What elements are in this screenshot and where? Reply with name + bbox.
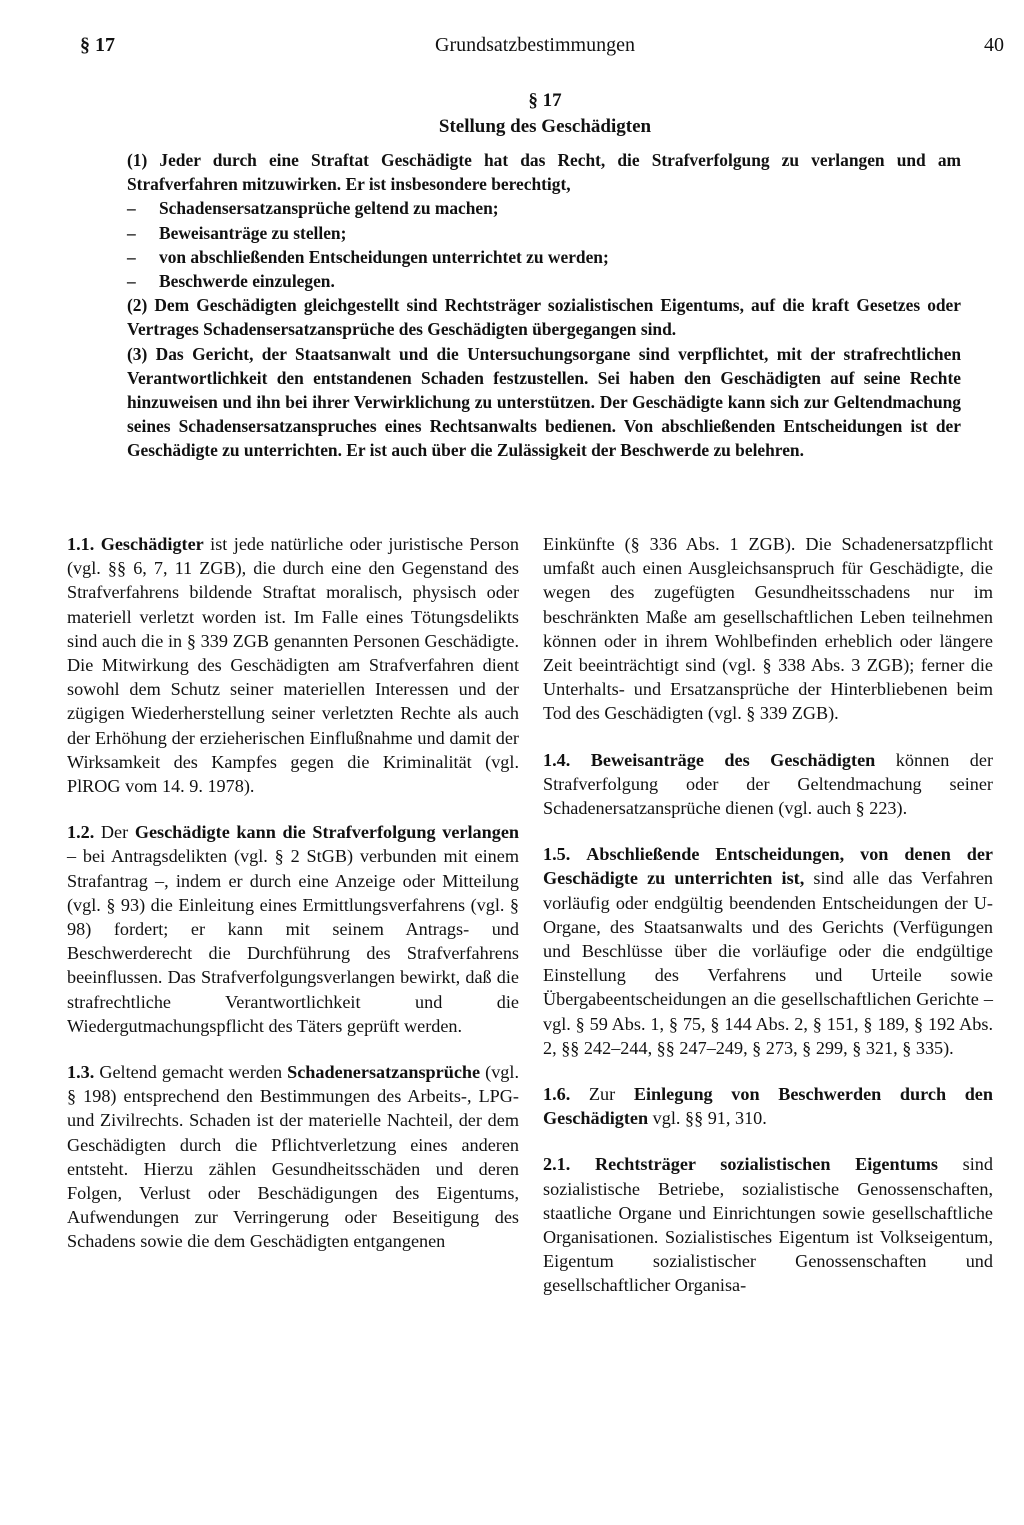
commentary-1-1: [67, 532, 519, 798]
commentary-term: Geschädigte kann die Strafverfolgung verlangen: [134, 822, 520, 843]
statute-paragraph-2: (2) Dem Geschädigten gleichgestellt sind Rechtsträger sozialistischen Eigentums, auf die kraft Gesetzes oder Vertrages Schadensersatzansprüche des Geschädigten übergegangen sind.: [127, 295, 961, 340]
page-number: 40: [984, 34, 1004, 56]
commentary-text: sind alle das Verfahren vorläufig oder endgültig beendenden Entscheidungen der U-Organe, des Staatsanwalts und des Gerichts (Verfügungen und Beschlüsse über die vorläufige oder die endgültige Einstellung des Verfahrens und Urteile sowie Übergabeentscheidungen an die gesellschaftlichen Gerichte – vgl. § 59 Abs. 1, § 75, § 144 Abs. 2, § 151, § 189, § 192 Abs. 2, §§ 242–244, §§ 247–249, § 273, § 299, § 321, § 335).: [543, 868, 993, 1058]
commentary-number: 1.2.: [67, 822, 95, 843]
commentary-text: ist jede natürliche oder juristische Person (vgl. §§ 6, 7, 11 ZGB), die durch eine den Gegenstand des Strafverfahrens bildende Straftat moralisch, physisch oder materiell verletzt worden ist. Im Falle eines Tötungsdelikts sind auch die in § 339 ZGB genannten Personen Geschädigte. Die Mitwirkung des Geschädigten am Strafverfahren dient sowohl dem Schutz seiner materiellen Interessen und der zügigen Wiederherstellung seiner verletzten Rechte als auch der Erhöhung der erzieherischen Einflußnahme und damit der Wirksamkeit des Kampfes gegen die Kriminalität (vgl. PlROG vom 14. 9. 1978).: [67, 534, 520, 797]
header-title: Grundsatzbestimmungen: [435, 34, 635, 56]
dash-marker: –: [127, 198, 136, 219]
section-heading: [0, 88, 1024, 140]
commentary-number: 1.3.: [67, 1062, 95, 1083]
statute-list-item: [127, 269, 961, 293]
commentary-text: sind sozialistische Betriebe, sozialistische Genossenschaften, staatliche Organe und Einrichtungen sowie gesellschaftliche Organisationen. Sozialistisches Eigentum ist Volkseigentum, Eigentum sozialistischer Genossenschaften und gesellschaftlicher Organisa-: [543, 1154, 993, 1296]
commentary-1-3: [67, 1060, 519, 1254]
commentary-right-column: [543, 532, 993, 1320]
statute-paragraph-3: (3) Das Gericht, der Staatsanwalt und die Untersuchungsorgane sind verpflichtet, mit der strafrechtlichen Verantwortlichkeit den entstandenen Schaden festzustellen. Sei haben den Geschädigten auf seine Rechte hinzuweisen und ihn bei ihrer Verwirklichung zu unterstützen. Der Geschädigte kann sich zur Geltendmachung seines Schadensersatzanspruches eines Rechtsanwalts bedienen. Von abschließenden Entscheidungen ist der Geschädigte zu unterrichten. Er ist auch über die Zulässigkeit der Beschwerde zu belehren.: [127, 343, 961, 461]
statute-list-item-text: Beweisanträge zu stellen;: [159, 222, 347, 243]
commentary-1-5: [543, 842, 993, 1060]
commentary-term: Abschließende Entscheidungen, von denen der Geschädigte zu unterrichten ist,: [543, 844, 993, 889]
commentary-term: Geschädigter: [100, 534, 204, 554]
commentary-text: (vgl. § 198) entsprechend den Bestimmungen des Arbeits-, LPG- und Zivilrechts. Schaden ist der materielle Nachteil, der dem Geschädigten durch die Pflichtverletzung eines anderen entsteht. Hierzu zählen Gesundheitsschäden und deren Folgen, Verlust oder Beschädigungen des Eigentums, Aufwendungen zur Verringerung oder Beseitigung des Schadens sowie die dem Geschädigten entgangenen: [67, 1062, 519, 1252]
commentary-number: 1.6.: [543, 1084, 571, 1105]
section-title: Stellung des Geschädigten: [438, 116, 652, 137]
section-number: § 17: [528, 90, 562, 111]
header-section-mark: § 17: [80, 34, 115, 56]
commentary-text: – bei Antragsdelikten (vgl. § 2 StGB) verbunden mit einem Strafantrag –, indem er durch eine Anzeige oder Mitteilung (vgl. § 93) die Einleitung eines Ermittlungsverfahrens (vgl. § 98) fordert; er kann mit seinem Antrags- und Beschwerderecht die Durchführung des Strafverfahrens beeinflussen. Das Strafverfolgungsverlangen bewirkt, daß die strafrechtliche Verantwortlichkeit und die Wiedergutmachungspflicht des Täters geprüft werden.: [67, 846, 519, 1036]
commentary-term: Einlegung von Beschwerden durch den Geschädigten: [543, 1084, 993, 1129]
commentary-lead: Zur: [570, 1084, 634, 1105]
commentary-term: Schadenersatzansprüche: [287, 1062, 481, 1083]
commentary-lead: Geltend gemacht werden: [94, 1062, 288, 1083]
commentary-lead: Der: [94, 822, 135, 843]
dash-marker: –: [127, 222, 136, 243]
dash-marker: –: [127, 271, 136, 292]
statute-list-item-text: Schadensersatzansprüche geltend zu machen;: [159, 198, 499, 219]
commentary-term: Beweisanträge des Geschädigten: [590, 749, 876, 770]
commentary-number: 2.1.: [543, 1154, 571, 1175]
dash-marker: –: [127, 246, 136, 267]
commentary-1-6: [543, 1082, 993, 1130]
page-header: [80, 34, 1004, 74]
statute-list-item: [127, 221, 961, 245]
commentary-text: können der Strafverfolgung oder der Geltendmachung seiner Schadenersatzansprüche dienen (vgl. auch § 223).: [543, 749, 994, 819]
commentary-number: 1.1.: [67, 534, 95, 554]
commentary-term: Rechtsträger sozialistischen Eigentums: [594, 1154, 938, 1175]
commentary-text: vgl. §§ 91, 310.: [648, 1108, 767, 1129]
statute-text: [127, 148, 961, 463]
statute-list-item-text: von abschließenden Entscheidungen unterrichtet zu werden;: [159, 246, 609, 267]
statute-list-item: [127, 245, 961, 269]
commentary-number: 1.4.: [543, 749, 571, 770]
commentary-left-column: [67, 532, 519, 1276]
statute-list-item-text: Beschwerde einzulegen.: [159, 271, 335, 292]
statute-list-item: [127, 196, 961, 220]
statute-paragraph-1: (1) Jeder durch eine Straftat Geschädigte hat das Recht, die Strafverfolgung zu verlangen und am Strafverfahren mitzuwirken. Er ist insbesondere berechtigt,: [127, 150, 961, 195]
commentary-1-2: [67, 820, 519, 1038]
commentary-2-1: [543, 1152, 993, 1297]
commentary-1-4: [543, 748, 993, 821]
commentary-1-3-continued: Einkünfte (§ 336 Abs. 1 ZGB). Die Schadenersatzpflicht umfaßt auch einen Ausgleichsanspruch für Geschädigte, die wegen des zugefügten Gesundheitsschadens nur im beschränkten Maße am gesellschaftlichen Leben teilnehmen können oder in ihrem Wohlbefinden erheblich oder längere Zeit beeinträchtigt sind (vgl. § 338 Abs. 3 ZGB); ferner die Unterhalts- und Ersatzansprüche der Hinterbliebenen beim Tod des Geschädigten (vgl. § 339 ZGB).: [543, 534, 993, 724]
commentary-number: 1.5.: [543, 844, 571, 865]
